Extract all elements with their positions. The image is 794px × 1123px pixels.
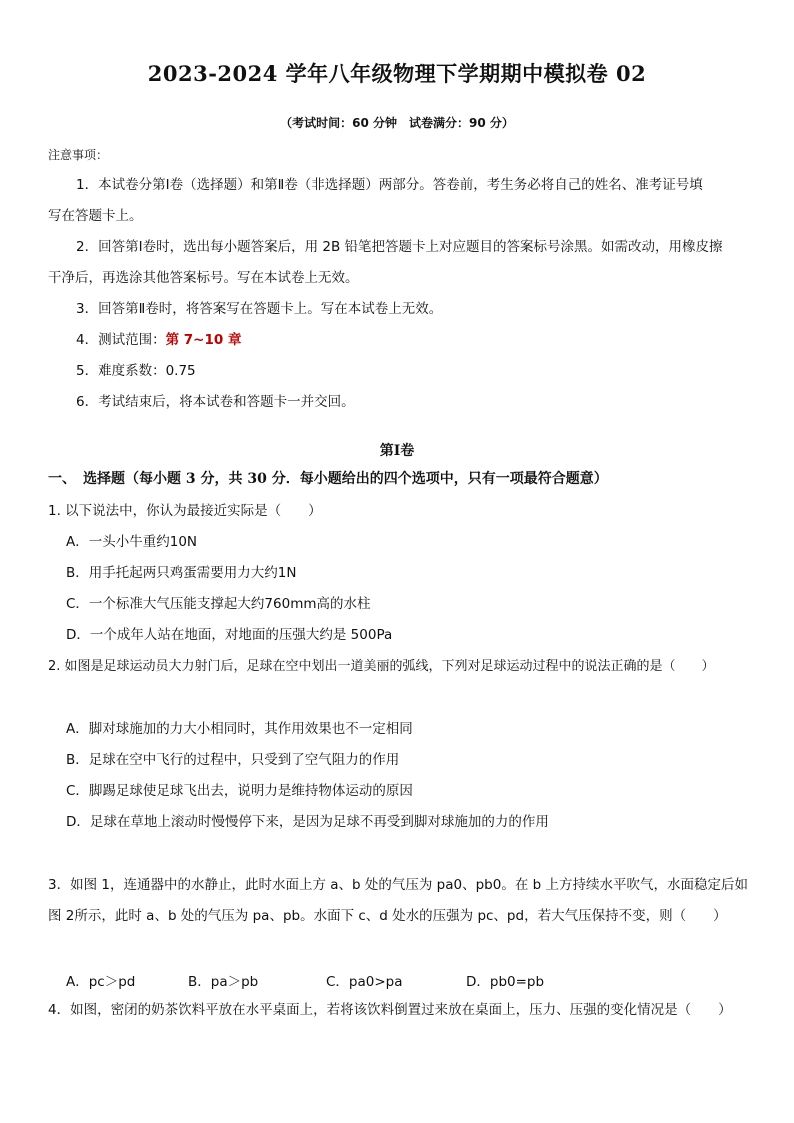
q3-option-c: C．pa0>pa [326,974,403,990]
q3-stem-line1: 3．如图 1，连通器中的水静止，此时水面上方 a、b 处的气压为 pa0、pb0。在 b 上方持续水平吹气，水面稳定后如 [48,877,748,893]
volume-heading: 第Ⅰ卷 [379,443,415,459]
q1-option-a: A．一头小牛重约10N [66,534,198,550]
test-range: 第 7~10 章 [165,332,242,348]
q4-stem: 4．如图，密闭的奶茶饮料平放在水平桌面上，若将该饮料倒置过来放在桌面上，压力、压强的变化情况是（ ） [48,1002,732,1018]
q2-option-b: B．足球在空中飞行的过程中，只受到了空气阻力的作用 [66,752,400,768]
notice-item-1: 1．本试卷分第Ⅰ卷（选择题）和第Ⅱ卷（非选择题）两部分。答卷前，考生务必将自己的姓名、准考证号填 [76,177,703,193]
q3-option-d: D．pb0=pb [466,974,545,990]
q1-option-d: D．一个成年人站在地面，对地面的压强大约是 500Pa [66,627,393,643]
notice-item-3: 3．回答第Ⅱ卷时，将答案写在答题卡上。写在本试卷上无效。 [76,301,443,317]
q3-option-a: A．pc＞pd [66,974,136,990]
q2-stem: 2. 如图是足球运动员大力射门后，足球在空中划出一道美丽的弧线，下列对足球运动过程中的说法正确的是（ ） [48,659,715,674]
section-heading: 一、 选择题（每小题 3 分，共 30 分．每小题给出的四个选项中，只有一项最符合题意） [48,471,608,487]
page-title: 2023-2024 学年八年级物理下学期期中模拟卷 02 [147,61,647,86]
notice-item-4 [76,331,242,349]
exam-info: （考试时间：60 分钟 试卷满分：90 分） [280,116,514,130]
q3-stem-line2: 图 2所示，此时 a、b 处的气压为 pa、pb。水面下 c、d 处水的压强为 pc、pd，若大气压保持不变，则（ ） [48,908,727,924]
notice-item-4-label: 4．测试范围： [76,332,166,348]
q1-option-b: B．用手托起两只鸡蛋需要用力大约1N [66,565,297,581]
notice-item-1-cont: 写在答题卡上。 [48,208,143,224]
notice-item-2: 2．回答第Ⅰ卷时，选出每小题答案后，用 2B 铅笔把答题卡上对应题目的答案标号涂黑。如需改动，用橡皮擦 [76,239,723,255]
q2-option-a: A．脚对球施加的力大小相同时，其作用效果也不一定相同 [66,721,413,737]
notice-item-2-cont: 干净后，再选涂其他答案标号。写在本试卷上无效。 [48,270,359,286]
q2-option-c: C．脚踢足球使足球飞出去，说明力是维持物体运动的原因 [66,783,413,799]
notice-item-6: 6．考试结束后，将本试卷和答题卡一并交回。 [76,394,355,410]
q2-option-d: D．足球在草地上滚动时慢慢停下来，是因为足球不再受到脚对球施加的力的作用 [66,814,549,830]
notice-item-5: 5．难度系数：0.75 [76,363,196,379]
notice-label: 注意事项： [48,148,109,162]
q3-option-b: B．pa＞pb [188,974,259,990]
q1-stem: 1. 以下说法中，你认为最接近实际是（ ） [48,503,322,519]
q1-option-c: C．一个标准大气压能支撑起大约760mm高的水柱 [66,596,371,612]
